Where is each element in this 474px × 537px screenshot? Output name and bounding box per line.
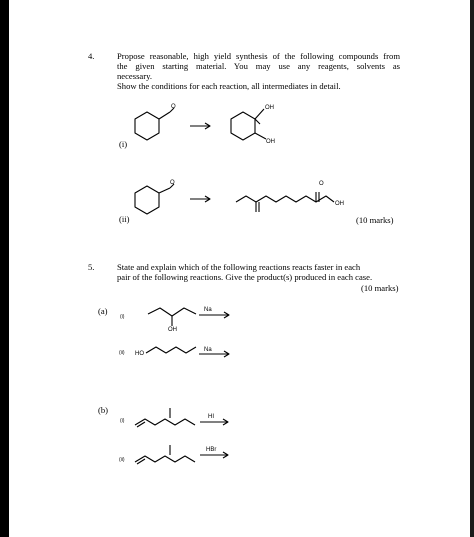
q4-ii-starting-material — [135, 180, 175, 214]
question-4-part-i-label: (i) — [119, 139, 128, 149]
question-4-line-2: the given starting material. You may use any reagents, solvents as — [117, 61, 400, 71]
q5-a-i-hydroxyl: OH — [168, 327, 177, 333]
question-5-part-a-label: (a) — [98, 306, 108, 316]
question-4-marks: (10 marks) — [356, 215, 394, 225]
question-5b-i-label: (i) — [120, 418, 125, 424]
question-5-line-1: State and explain which of the following reactions reacts faster in each — [117, 262, 361, 272]
q4-i-arrow — [190, 123, 210, 129]
q4-i-product-cyclohexane-diol — [231, 105, 275, 145]
q4-ii-product-hydroxy-ketone — [236, 181, 344, 212]
q4-i-hydroxyl-top: OH — [265, 105, 274, 111]
q5-a-i-reagent-sodium: Na — [204, 307, 212, 313]
question-5a-i-label: (i) — [120, 314, 125, 320]
q5-b-i-arrow — [200, 414, 228, 425]
q4-i-starting-material — [135, 104, 176, 140]
q5-a-ii-reagent-sodium: Na — [204, 347, 212, 353]
q5-b-ii-reagent-hydrobromic-acid: HBr — [206, 447, 217, 453]
question-4-line-1: Propose reasonable, high yield synthesis of the following compounds from — [117, 51, 400, 61]
question-5a-ii-label: (ii) — [119, 350, 125, 356]
q4-ii-hydroxyl: OH — [335, 201, 344, 207]
question-4-number: 4. — [88, 51, 95, 61]
question-5-marks: (10 marks) — [361, 283, 399, 293]
q5-b-ii-alkene — [135, 445, 195, 464]
question-5-line-2: pair of the following reactions. Give the product(s) produced in each case. — [117, 272, 373, 282]
question-5-number: 5. — [88, 262, 95, 272]
q5-b-ii-arrow — [200, 447, 228, 458]
q5-b-i-reagent-hydroiodic-acid: HI — [208, 414, 214, 420]
question-4-line-4: Show the conditions for each reaction, all intermediates in detail. — [117, 81, 341, 91]
q5-a-ii-alcohol — [135, 347, 196, 357]
question-5b-ii-label: (ii) — [119, 457, 125, 463]
q5-a-ii-arrow — [199, 347, 229, 357]
q5-a-ii-hydroxyl: HO — [135, 351, 144, 357]
q4-i-ketone-oxygen: O — [171, 104, 176, 110]
q4-ii-ketone-oxygen-top: O — [319, 181, 324, 187]
q4-ii-arrow — [190, 196, 210, 202]
q5-a-i-alcohol — [148, 308, 196, 333]
question-5-part-b-label: (b) — [98, 405, 109, 415]
question-4-line-3: necessary. — [117, 71, 152, 81]
q5-b-i-alkene — [135, 408, 195, 427]
q4-i-hydroxyl-bottom: OH — [266, 139, 275, 145]
q5-a-i-arrow — [199, 307, 229, 318]
question-4-part-ii-label: (ii) — [119, 214, 130, 224]
q4-ii-aldehyde-oxygen: O — [170, 180, 175, 186]
